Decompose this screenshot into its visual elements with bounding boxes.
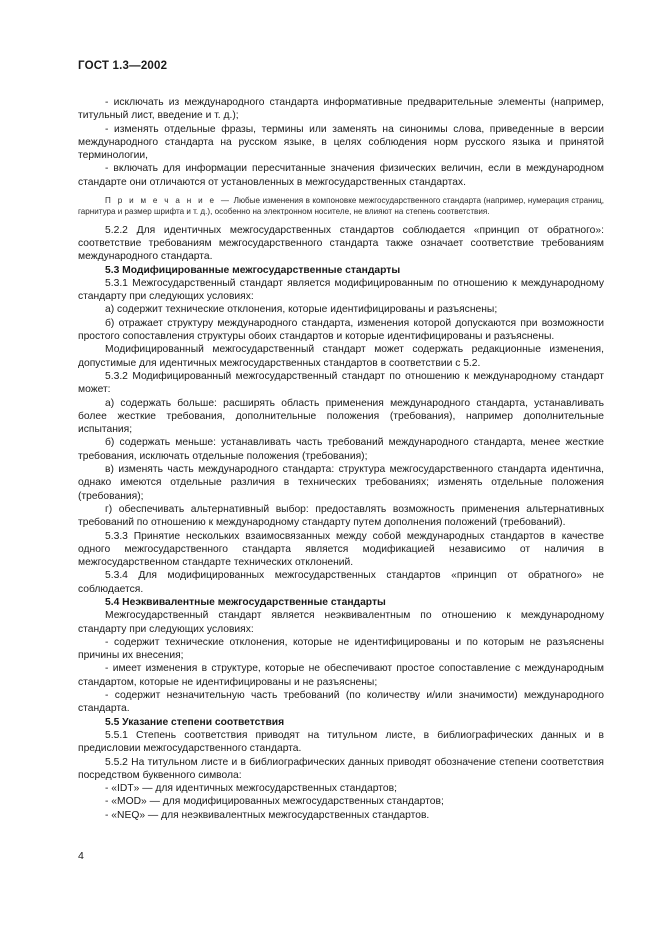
paragraph-5-5-2: 5.5.2 На титульном листе и в библиографических данных приводят обозначение степени соответствия посредством буквенного символа: — [78, 756, 604, 781]
list-item-mod: - «MOD» — для модифицированных межгосударственных стандартов; — [105, 796, 444, 808]
paragraph: Модифицированный межгосударственный стандарт может содержать редакционные изменения, допустимые для идентичных межгосударственных стандартов в соответствии с 5.2. — [78, 344, 604, 369]
list-item: г) обеспечивать альтернативный выбор: предоставлять возможность применения альтернативных требований по отношению к международному стандарту путем дополнения положений (требований). — [78, 503, 604, 529]
document-body — [78, 96, 604, 822]
list-item: а) содержать больше: расширять область применения международного стандарта, устанавливать более жесткие требования, дополнительные положения (требования), например дополнительные испытания; — [78, 397, 604, 436]
list-item: - имеет изменения в структуре, которые не обеспечивают простое сопоставление с международным стандартом, которые не идентифицированы и не разъяснены; — [78, 663, 604, 688]
note-text: Любые изменения в компоновке межгосударственного стандарта (например, нумерация страниц, гарнитура и размер шрифта и т. д.), особенно на электронном носителе, не влияют на степень соответствия. — [78, 196, 604, 217]
list-item: б) содержать меньше: устанавливать часть требований международного стандарта, менее жесткие требования, исключать отдельные положения (требования); — [78, 437, 604, 462]
document-header: ГОСТ 1.3—2002 — [78, 60, 168, 72]
paragraph: Межгосударственный стандарт является неэквивалентным по отношению к международному стандарту при следующих условиях: — [78, 610, 604, 635]
paragraph-5-3-4: 5.3.4 Для модифицированных межгосударственных стандартов «принцип от обратного» не соблюдается. — [78, 570, 604, 595]
note — [78, 195, 604, 218]
paragraph: - включать для информации пересчитанные значения физических величин, если в международном стандарте они отличаются от установленных в межгосударственных стандартах. — [78, 163, 604, 188]
paragraph-5-5-1: 5.5.1 Степень соответствия приводят на титульном листе, в библиографических данных и в предисловии межгосударственного стандарта. — [78, 729, 604, 755]
list-item: в) изменять часть международного стандарта: структура межгосударственного стандарта идентична, однако имеются отдельные различия в технических требованиях; изменять отдельные положения (требования); — [78, 464, 604, 502]
list-item: - содержит технические отклонения, которые не идентифицированы и по которым не разъяснены причины их внесения; — [78, 636, 604, 662]
paragraph-5-3-1: 5.3.1 Межгосударственный стандарт является модифицированным по отношению к международному стандарту при следующих условиях: — [78, 277, 604, 303]
paragraph: - исключать из международного стандарта информативные предварительные элементы (например, титульный лист, введение и т. д.); — [78, 97, 604, 122]
list-item-neq: - «NEQ» — для неэквивалентных межгосударственных стандартов. — [105, 809, 430, 821]
section-heading-5-3: 5.3 Модифицированные межгосударственные стандарты — [105, 264, 401, 276]
list-item: - содержит незначительную часть требований (по количеству и/или значимости) международного стандарта. — [78, 690, 604, 715]
note-label: П р и м е ч а н и е — — [105, 196, 232, 206]
paragraph-5-2-2: 5.2.2 Для идентичных межгосударственных стандартов соблюдается «принцип от обратного»: соответствие требованиям межгосударственного стандарта также означает соответствие требованиям международного стандарта. — [78, 224, 604, 263]
section-heading-5-4: 5.4 Неэквивалентные межгосударственные стандарты — [105, 596, 386, 608]
section-heading-5-5: 5.5 Указание степени соответствия — [105, 716, 285, 728]
paragraph-5-3-2: 5.3.2 Модифицированный межгосударственный стандарт по отношению к международному стандарт может: — [78, 370, 604, 396]
list-item-idt: - «IDT» — для идентичных межгосударственных стандартов; — [105, 783, 397, 795]
paragraph-5-3-3: 5.3.3 Принятие нескольких взаимосвязанных между собой международных стандартов в качестве одного межгосударственного стандарта является модификацией независимо от наличия в межгосударственном стандарте технических отклонений. — [78, 530, 604, 569]
list-item: б) отражает структуру международного стандарта, изменения которой допускаются при возможности простого сопоставления структуры обоих стандартов и которые идентифицированы и разъяснены. — [78, 317, 604, 343]
list-item: а) содержит технические отклонения, которые идентифицированы и разъяснены; — [105, 304, 498, 316]
page-number: 4 — [78, 850, 84, 862]
paragraph: - изменять отдельные фразы, термины или заменять на синонимы слова, приведенные в версии международного стандарта на русском языке, в целях соблюдения норм русского языка и принятой терминологии, — [78, 123, 604, 162]
